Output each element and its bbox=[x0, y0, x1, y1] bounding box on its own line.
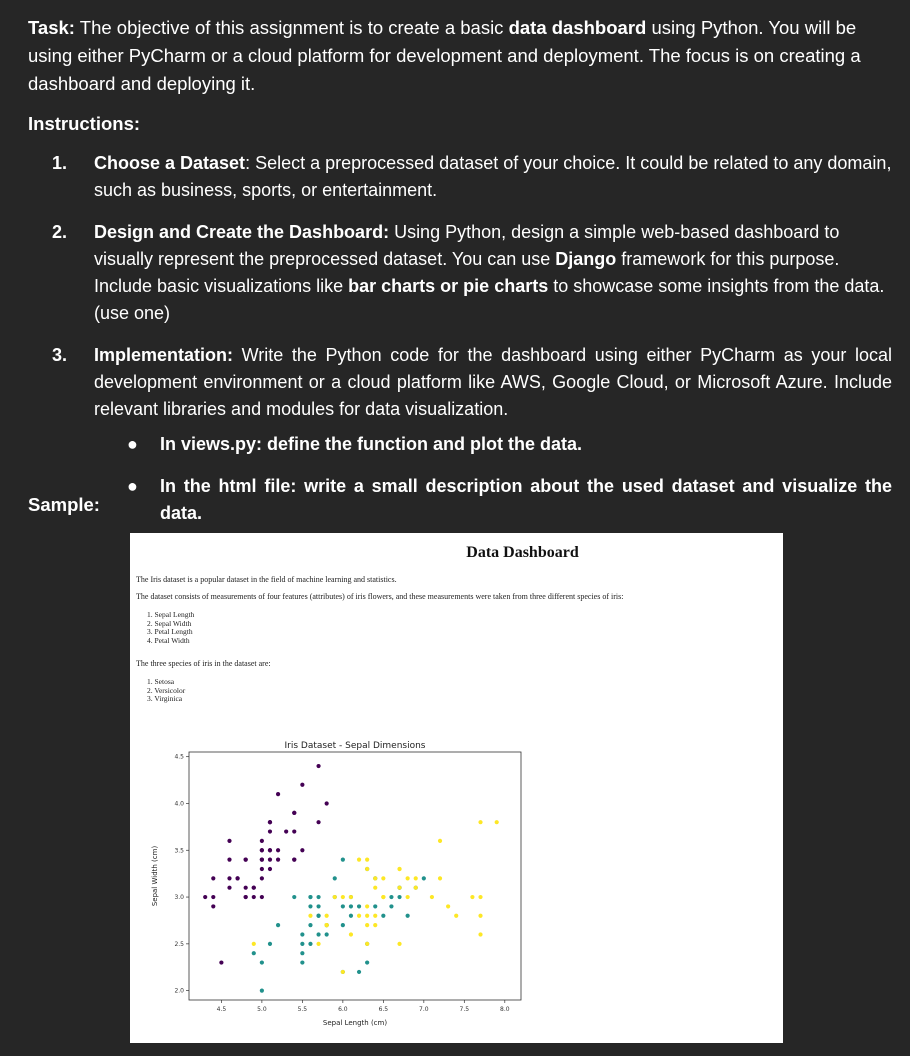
bullet-item bbox=[94, 473, 892, 527]
point-setosa bbox=[260, 858, 264, 862]
point-virginica bbox=[397, 886, 401, 890]
dataset-detail: The dataset consists of measurements of four features (attributes) of iris flowers, and these measurements were taken from three different species of iris: bbox=[136, 592, 624, 601]
x-tick-label: 5.5 bbox=[297, 1006, 308, 1013]
point-versicolor bbox=[341, 923, 345, 927]
point-virginica bbox=[365, 923, 369, 927]
point-setosa bbox=[292, 829, 296, 833]
point-setosa bbox=[203, 895, 207, 899]
x-axis bbox=[217, 1000, 510, 1013]
sample-heading: Sample: bbox=[28, 494, 100, 515]
x-tick-label: 6.0 bbox=[338, 1006, 348, 1013]
plot-area bbox=[189, 752, 521, 1000]
point-versicolor bbox=[357, 970, 361, 974]
task-label: Task: bbox=[28, 17, 75, 38]
step-number: 2. bbox=[52, 222, 68, 242]
point-virginica bbox=[373, 876, 377, 880]
point-versicolor bbox=[325, 932, 329, 936]
point-virginica bbox=[252, 942, 256, 946]
point-versicolor bbox=[365, 960, 369, 964]
point-versicolor bbox=[406, 914, 410, 918]
point-versicolor bbox=[341, 904, 345, 908]
sample-screenshot bbox=[130, 533, 783, 1043]
task-text-2: using Python. You will be using either PyCharm or a cloud platform for development and deployment. The focus is on creating a dashboard and deploying it. bbox=[28, 17, 861, 94]
sub-bullets bbox=[94, 431, 892, 527]
point-versicolor bbox=[308, 923, 312, 927]
point-virginica bbox=[365, 904, 369, 908]
point-virginica bbox=[495, 820, 499, 824]
point-virginica bbox=[478, 914, 482, 918]
point-virginica bbox=[478, 895, 482, 899]
point-setosa bbox=[227, 876, 231, 880]
point-virginica bbox=[308, 914, 312, 918]
task-text-1: The objective of this assignment is to create a basic bbox=[74, 17, 509, 38]
point-versicolor bbox=[300, 932, 304, 936]
point-versicolor bbox=[373, 904, 377, 908]
step-title: Design and Create the Dashboard: bbox=[94, 222, 390, 242]
point-versicolor bbox=[397, 895, 401, 899]
point-versicolor bbox=[341, 858, 345, 862]
point-versicolor bbox=[300, 951, 304, 955]
feature-list bbox=[147, 611, 194, 645]
x-tick-label: 7.0 bbox=[419, 1006, 429, 1013]
data-points bbox=[203, 764, 499, 993]
y-tick-label: 3.0 bbox=[174, 894, 184, 902]
species-item: 2. Versicolor bbox=[147, 685, 186, 695]
point-setosa bbox=[227, 858, 231, 862]
point-setosa bbox=[292, 858, 296, 862]
point-virginica bbox=[373, 886, 377, 890]
bullet-icon: ● bbox=[127, 476, 138, 496]
point-virginica bbox=[397, 867, 401, 871]
step-text: framework for this purpose. Include basic visualizations like bbox=[94, 249, 840, 296]
feature-item: 2. Sepal Width bbox=[147, 618, 192, 628]
feature-item: 1. Sepal Length bbox=[147, 610, 195, 619]
point-versicolor bbox=[333, 876, 337, 880]
step-text: Write the Python code for the dashboard using either PyCharm as your local development environment or a cloud platform like AWS, Google Cloud, or Microsoft Azure. Include relevant libraries and modules for data visualization. bbox=[94, 345, 892, 419]
point-virginica bbox=[325, 914, 329, 918]
point-setosa bbox=[244, 886, 248, 890]
point-setosa bbox=[227, 839, 231, 843]
step-emphasis: Django bbox=[555, 249, 617, 269]
point-virginica bbox=[365, 867, 369, 871]
point-versicolor bbox=[316, 914, 320, 918]
point-setosa bbox=[219, 960, 223, 964]
point-setosa bbox=[252, 895, 256, 899]
x-tick-label: 7.5 bbox=[459, 1006, 470, 1013]
step-3 bbox=[52, 342, 892, 527]
point-setosa bbox=[260, 839, 264, 843]
point-versicolor bbox=[316, 895, 320, 899]
point-virginica bbox=[373, 923, 377, 927]
point-virginica bbox=[349, 932, 353, 936]
point-virginica bbox=[438, 876, 442, 880]
dashboard-title: Data Dashboard bbox=[466, 544, 579, 561]
point-versicolor bbox=[349, 904, 353, 908]
point-versicolor bbox=[308, 942, 312, 946]
point-virginica bbox=[470, 895, 474, 899]
point-virginica bbox=[365, 914, 369, 918]
point-virginica bbox=[414, 876, 418, 880]
point-virginica bbox=[478, 932, 482, 936]
point-virginica bbox=[325, 923, 329, 927]
point-setosa bbox=[268, 820, 272, 824]
dataset-intro: The Iris dataset is a popular dataset in the field of machine learning and statistics. bbox=[136, 575, 397, 584]
step-number: 1. bbox=[52, 153, 68, 173]
x-tick-label: 5.0 bbox=[257, 1006, 267, 1013]
x-tick-label: 4.5 bbox=[216, 1006, 227, 1013]
point-setosa bbox=[211, 904, 215, 908]
point-setosa bbox=[211, 876, 215, 880]
task-emphasis: data dashboard bbox=[508, 17, 647, 38]
step-1 bbox=[52, 150, 892, 204]
y-tick-label: 2.5 bbox=[174, 940, 184, 948]
point-versicolor bbox=[381, 914, 385, 918]
chart-title: Iris Dataset - Sepal Dimensions bbox=[284, 741, 426, 751]
point-virginica bbox=[365, 942, 369, 946]
x-tick-label: 8.0 bbox=[500, 1006, 510, 1013]
point-virginica bbox=[381, 876, 385, 880]
point-setosa bbox=[276, 792, 280, 796]
point-virginica bbox=[357, 914, 361, 918]
y-tick-label: 3.5 bbox=[174, 847, 184, 855]
step-text: : Select a preprocessed dataset of your choice. It could be related to any domain, such as business, sports, or entertainment. bbox=[94, 153, 892, 200]
point-versicolor bbox=[300, 960, 304, 964]
point-versicolor bbox=[300, 942, 304, 946]
species-item: 1. Setosa bbox=[147, 677, 175, 686]
point-setosa bbox=[244, 858, 248, 862]
instruction-steps bbox=[52, 150, 892, 542]
point-virginica bbox=[341, 895, 345, 899]
point-versicolor bbox=[316, 932, 320, 936]
point-virginica bbox=[333, 895, 337, 899]
point-virginica bbox=[406, 895, 410, 899]
point-virginica bbox=[349, 895, 353, 899]
point-versicolor bbox=[268, 942, 272, 946]
point-versicolor bbox=[260, 989, 264, 993]
point-setosa bbox=[325, 801, 329, 805]
step-title: Choose a Dataset bbox=[94, 153, 246, 173]
point-versicolor bbox=[389, 904, 393, 908]
point-setosa bbox=[292, 811, 296, 815]
bullet-icon: ● bbox=[127, 434, 138, 454]
species-list bbox=[147, 678, 185, 704]
point-virginica bbox=[414, 886, 418, 890]
point-setosa bbox=[260, 895, 264, 899]
point-versicolor bbox=[422, 876, 426, 880]
bullet-text: In the html file: write a small description about the used dataset and visualize the data. bbox=[160, 476, 892, 523]
species-intro: The three species of iris in the dataset are: bbox=[136, 659, 271, 668]
instructions-heading: Instructions: bbox=[28, 113, 141, 134]
point-versicolor bbox=[260, 960, 264, 964]
point-versicolor bbox=[308, 895, 312, 899]
point-setosa bbox=[316, 820, 320, 824]
point-setosa bbox=[244, 895, 248, 899]
point-versicolor bbox=[357, 904, 361, 908]
point-setosa bbox=[260, 867, 264, 871]
y-axis-label: Sepal Width (cm) bbox=[151, 845, 159, 907]
point-setosa bbox=[284, 829, 288, 833]
point-virginica bbox=[397, 942, 401, 946]
point-setosa bbox=[260, 848, 264, 852]
task-description bbox=[28, 14, 898, 98]
point-setosa bbox=[300, 848, 304, 852]
point-virginica bbox=[446, 904, 450, 908]
point-versicolor bbox=[276, 923, 280, 927]
point-setosa bbox=[260, 876, 264, 880]
point-virginica bbox=[357, 858, 361, 862]
point-setosa bbox=[268, 867, 272, 871]
point-setosa bbox=[276, 858, 280, 862]
point-virginica bbox=[406, 876, 410, 880]
point-virginica bbox=[454, 914, 458, 918]
point-setosa bbox=[316, 764, 320, 768]
step-2 bbox=[52, 219, 892, 327]
scatter-chart bbox=[144, 737, 544, 1037]
y-tick-label: 2.0 bbox=[174, 987, 184, 995]
step-text: Using Python, design a simple web-based dashboard to visually represent the preprocessed dataset. You can use bbox=[94, 222, 840, 269]
point-setosa bbox=[268, 829, 272, 833]
step-number: 3. bbox=[52, 345, 68, 365]
y-axis bbox=[174, 754, 189, 995]
point-setosa bbox=[268, 858, 272, 862]
point-setosa bbox=[276, 848, 280, 852]
point-virginica bbox=[478, 820, 482, 824]
step-text: to showcase some insights from the data. (use one) bbox=[94, 276, 885, 323]
point-virginica bbox=[373, 914, 377, 918]
point-setosa bbox=[300, 783, 304, 787]
point-setosa bbox=[211, 895, 215, 899]
point-setosa bbox=[227, 886, 231, 890]
point-versicolor bbox=[308, 904, 312, 908]
point-setosa bbox=[268, 848, 272, 852]
feature-item: 3. Petal Length bbox=[147, 627, 193, 637]
point-versicolor bbox=[292, 895, 296, 899]
point-versicolor bbox=[252, 951, 256, 955]
step-emphasis: bar charts or pie charts bbox=[348, 276, 549, 296]
x-tick-label: 6.5 bbox=[378, 1006, 389, 1013]
point-virginica bbox=[316, 942, 320, 946]
feature-item: 4. Petal Width bbox=[147, 635, 190, 645]
point-setosa bbox=[235, 876, 239, 880]
point-virginica bbox=[430, 895, 434, 899]
point-virginica bbox=[365, 858, 369, 862]
bullet-item bbox=[94, 431, 892, 458]
step-title: Implementation: bbox=[94, 345, 234, 365]
point-virginica bbox=[438, 839, 442, 843]
point-versicolor bbox=[389, 895, 393, 899]
species-item: 3. Virginica bbox=[147, 694, 183, 704]
point-versicolor bbox=[316, 904, 320, 908]
x-axis-label: Sepal Length (cm) bbox=[322, 1019, 388, 1027]
y-tick-label: 4.0 bbox=[174, 800, 184, 808]
point-versicolor bbox=[349, 914, 353, 918]
y-tick-label: 4.5 bbox=[174, 753, 184, 761]
point-virginica bbox=[341, 970, 345, 974]
bullet-text: In views.py: define the function and plot the data. bbox=[160, 434, 583, 454]
point-virginica bbox=[381, 895, 385, 899]
point-setosa bbox=[252, 886, 256, 890]
